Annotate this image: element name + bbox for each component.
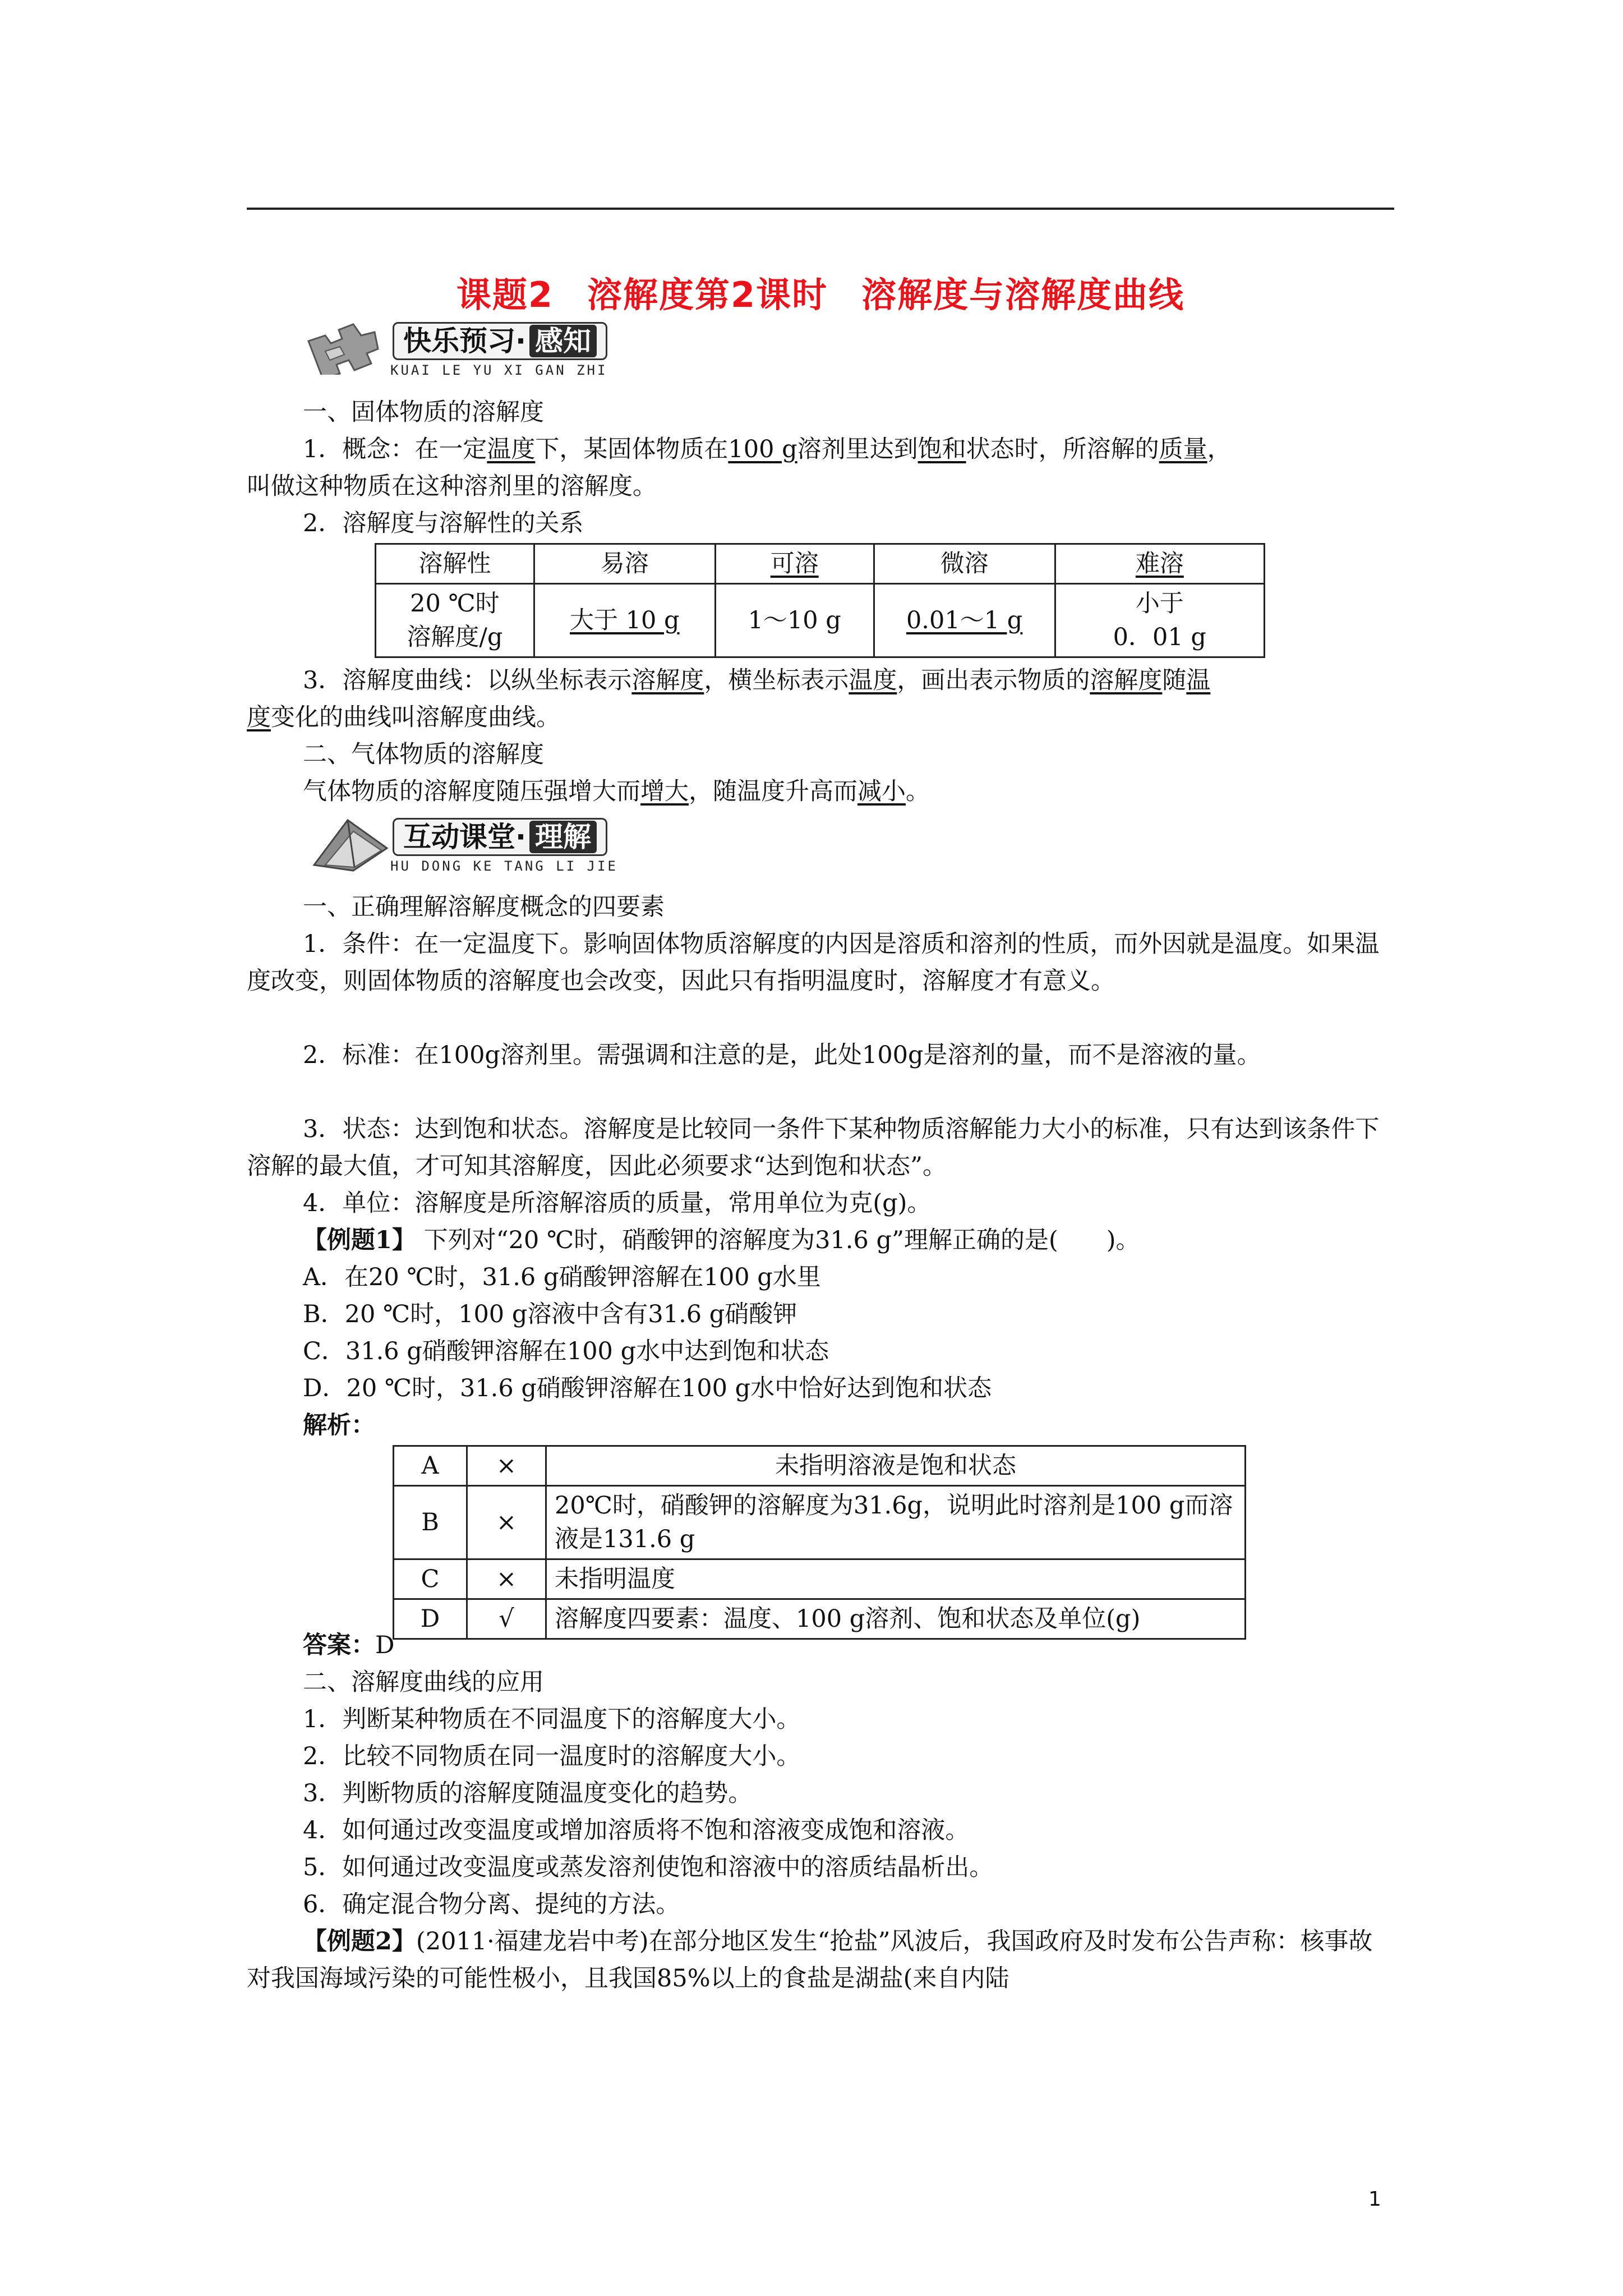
unit-paragraph: 4．单位：溶解度是所溶解溶质的质量，常用单位为克(g)。	[303, 1189, 932, 1217]
answer-line: 答案：D	[303, 1631, 395, 1659]
list-item: 2．比较不同物质在同一温度时的溶解度大小。	[303, 1742, 801, 1770]
list-item: 4．如何通过改变温度或增加溶质将不饱和溶液变成饱和溶液。	[303, 1816, 970, 1844]
class-banner	[303, 815, 695, 876]
state-paragraph: 3．状态：达到饱和状态。溶解度是比较同一条件下某种物质溶解能力大小的标准，只有达到该条件下溶解的最大值，才可知其溶解度，因此必须要求“达到饱和状态”。	[247, 1115, 1380, 1180]
page-number: 1	[1368, 2188, 1381, 2211]
option-b: B．20 ℃时，100 g溶液中含有31.6 g硝酸钾	[303, 1300, 797, 1328]
list-item: 1．判断某种物质在不同温度下的溶解度大小。	[303, 1705, 801, 1733]
table-row: 20 ℃时 溶解度/g 大于 10 g 1～10 g 0.01～1 g 小于 0．01 g	[376, 584, 1265, 657]
option-a: A．在20 ℃时，31.6 g硝酸钾溶解在100 g水里	[303, 1263, 821, 1291]
concept-line-2: 叫做这种物质在这种溶剂里的溶解度。	[247, 472, 657, 500]
list-item: 5．如何通过改变温度或蒸发溶剂使饱和溶液中的溶质结晶析出。	[303, 1853, 994, 1881]
example1-question: 【例题1】 下列对“20 ℃时，硝酸钾的溶解度为31.6 g”理解正确的是( )。	[303, 1226, 1140, 1254]
book-icon	[303, 815, 398, 876]
option-d: D．20 ℃时，31.6 g硝酸钾溶解在100 g水中恰好达到饱和状态	[303, 1374, 992, 1402]
header-rule	[247, 208, 1394, 210]
section3-heading: 一、正确理解溶解度概念的四要素	[303, 893, 665, 921]
list-item: 6．确定混合物分离、提纯的方法。	[303, 1890, 680, 1918]
table-row: 溶解性 易溶 可溶 微溶 难溶	[376, 544, 1265, 584]
preview-banner-label: 快乐预习· 感知	[393, 322, 607, 360]
section2-heading: 二、气体物质的溶解度	[303, 740, 544, 769]
class-banner-pinyin: HU DONG KE TANG LI JIE	[390, 858, 618, 874]
table-row: A × 未指明溶液是饱和状态	[394, 1446, 1246, 1486]
section1-heading: 一、固体物质的溶解度	[303, 398, 544, 426]
analysis-label: 解析：	[303, 1411, 375, 1439]
standard-paragraph: 2．标准：在100g溶剂里。需强调和注意的是，此处100g是溶剂的量，而不是溶液的量。	[303, 1041, 1261, 1069]
table-row: D √ 溶解度四要素：温度、100 g溶剂、饱和状态及单位(g)	[394, 1599, 1246, 1639]
class-banner-label: 互动课堂· 理解	[393, 818, 607, 856]
preview-banner-pinyin: KUAI LE YU XI GAN ZHI	[390, 362, 608, 378]
puzzle-icon	[303, 319, 398, 375]
lesson-title: 课题2 溶解度第2课时 溶解度与溶解度曲线	[456, 274, 1185, 315]
gas-solubility-text: 气体物质的溶解度随压强增大而增大，随温度升高而减小。	[303, 777, 930, 806]
relation-heading: 2．溶解度与溶解性的关系	[303, 509, 584, 537]
example2-paragraph: 【例题2】(2011·福建龙岩中考)在部分地区发生“抢盐”风波后，我国政府及时发布公告声称：核事故对我国海域污染的可能性极小，且我国85%以上的食盐是湖盐(来自内陆	[247, 1927, 1373, 1993]
table-row: B × 20℃时，硝酸钾的溶解度为31.6g，说明此时溶剂是100 g而溶液是131.6 g	[394, 1486, 1246, 1559]
curve-line-2: 度变化的曲线叫溶解度曲线。	[247, 703, 560, 731]
curve-line-1: 3．溶解度曲线：以纵坐标表示溶解度，横坐标表示温度，画出表示物质的溶解度随温	[303, 666, 1211, 694]
option-c: C．31.6 g硝酸钾溶解在100 g水中达到饱和状态	[303, 1337, 829, 1365]
condition-paragraph: 1．条件：在一定温度下。影响固体物质溶解度的内因是溶质和溶剂的性质，而外因就是温度。如果温度改变，则固体物质的溶解度也会改变，因此只有指明温度时，溶解度才有意义。	[247, 930, 1380, 995]
solubility-table	[375, 543, 1265, 658]
analysis-table	[393, 1445, 1246, 1640]
table-row: C × 未指明温度	[394, 1559, 1246, 1599]
concept-line-1: 1．概念：在一定温度下，某固体物质在100 g溶剂里达到饱和状态时，所溶解的质量，	[303, 435, 1232, 463]
list-item: 3．判断物质的溶解度随温度变化的趋势。	[303, 1779, 753, 1807]
section4-heading: 二、溶解度曲线的应用	[303, 1668, 544, 1696]
preview-banner	[303, 319, 695, 380]
